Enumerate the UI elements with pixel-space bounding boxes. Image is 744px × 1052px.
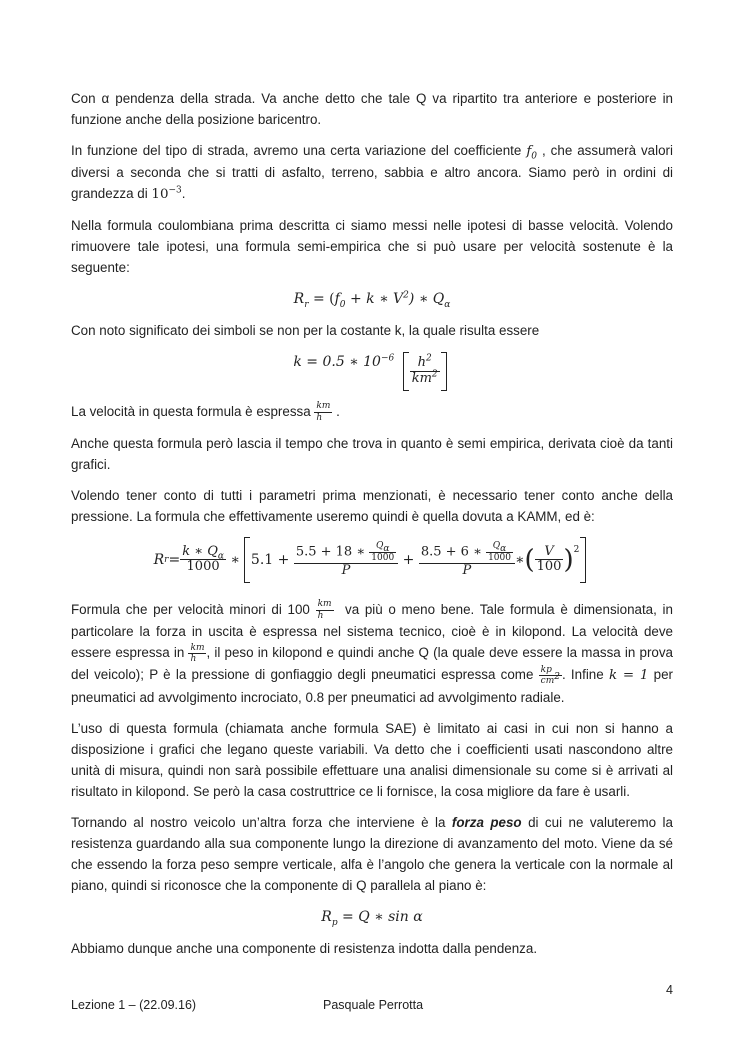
footer-lesson: Lezione 1 – (22.09.16) <box>71 998 197 1012</box>
paragraph-conclusion: Abbiamo dunque anche una componente di resistenza indotta dalla pendenza. <box>71 940 538 956</box>
text-run: va più o meno bene. Tale formula è dimensionata, in particolare la forza in uscita è espressa nel sistema tecnico, cioè è in kilopond. La velocità deve essere espressa in <box>71 601 673 661</box>
symbol-k-equals-1: k = 1 <box>608 668 649 684</box>
text-run: La velocità in questa formula è espressa <box>71 403 311 419</box>
equation-rolling-resistance: $R_r = (f_0 + k$ ∗ $V^2$) ∗ $Q_\alpha$ <box>293 290 451 310</box>
kamm-term-2: 8.5 + 6 ∗ $\frac{Q_\alpha}{1000}$ P <box>419 541 515 579</box>
unit-bracket <box>403 352 447 391</box>
text-run: per pneumatici ad avvolgimento incrociato, 0.8 per pneumatici ad avvolgimento radiale. <box>71 667 673 705</box>
paragraph-coefficient: In funzione del tipo di strada, avremo una certa variazione del coefficiente $f_0$ , che assumerà valori diversi a seconda che si tratti di asfalto, terreno, sabbia e altro ancora. Siamo però in ordini di grandezza di $10^{-3}$. <box>71 143 673 202</box>
unit-kmh: $\frac{km}{h}$ <box>317 599 332 621</box>
footer-author: Pasquale Perrotta <box>323 998 424 1012</box>
unit-fraction: $\frac{h^2}{km^2}$ <box>411 353 438 386</box>
text-run: , che assumerà valori diversi a seconda che si tratti di asfalto, terreno, sabbia e altro ancora. Siamo però in ordini di grandezza di <box>71 143 673 201</box>
unit-kmh: $\frac{km}{h}$ <box>190 642 205 665</box>
kamm-fraction-load: $\frac{k ∗ Q_\alpha}{1000}$ <box>182 543 224 575</box>
text-run: In funzione del tipo di strada, avremo una certa variazione del coefficiente <box>71 143 522 158</box>
equation-kamm: R r = $\frac{k ∗ Q_\alpha}{1000}$ ∗ 5.1 + 5.5 + 18 ∗ $\frac{Q_\alpha}{1000}$ P + 8.5 + 6 ∗ $\frac{Q_\alpha}{1000}$ P ∗ ( $\frac{V}{100}$ ) $^2$ <box>71 537 673 583</box>
emphasis-forza-peso: forza peso <box>451 814 522 830</box>
page-number: 4 <box>666 983 673 997</box>
kamm-bracket: 5.1 + 5.5 + 18 ∗ $\frac{Q_\alpha}{1000}$ P + 8.5 + 6 ∗ $\frac{Q_\alpha}{1000}$ P ∗ ( $\frac{V}{100}$ ) $^2$ <box>244 537 586 583</box>
symbol-f0: $f_0$ <box>526 144 538 162</box>
order-of-magnitude: $10^{-3}$ <box>151 185 182 202</box>
text-run: . Infine <box>561 667 604 683</box>
paragraph-slope: Con α pendenza della strada. Va anche detto che tale Q va ripartito tra anteriore e posteriore in funzione anche della posizione baricentro. <box>71 91 673 127</box>
page-body <box>71 88 673 969</box>
kamm-load-ratio: $\frac{Q_\alpha}{1000}$ <box>371 541 395 563</box>
unit-kp-cm2: $\frac{kp}{cm^2}$ <box>540 665 560 687</box>
paragraph-empirical-note: Anche questa formula però lascia il tempo che trova in quanto è semi empirica, derivata cioè da tanti grafici. <box>71 436 673 473</box>
text-run: di cui ne valuteremo la resistenza guardando alla sua componente lungo la direzione di avanzamento del moto. Viene da sé che essendo la forza peso sempre verticale, alfa è l’angolo che genera la verticale con la normale al piano, quindi si riconosce che la componente di Q parallela al piano è: <box>71 814 673 893</box>
equation-constant-k: k = 0.5 ∗ $10^{-6}$ $\frac{h^2}{km^2}$ <box>71 351 673 391</box>
text-run: Tornando al nostro veicolo un’altra forza che interviene è la <box>71 814 446 830</box>
kamm-load-ratio-2: $\frac{Q_\alpha}{1000}$ <box>488 541 511 563</box>
paragraph-semi-empirical: Nella formula coulombiana prima descritta ci siamo messi nelle ipotesi di basse velocità. Volendo rimuovere tale ipotesi, una formula semi-empirica che si può usare per velocità sostenute è la seguente: <box>71 218 673 275</box>
text-run: , il peso in kilopond e quindi anche Q (la quale deve essere la massa in prova del veicolo); P è la pressione di gonfiaggio degli pneumatici espressa come <box>71 645 673 683</box>
paragraph-velocity-unit: La velocità in questa formula è espressa $\frac{km}{h}$ . <box>71 401 340 423</box>
paragraph-constant-k: Con noto significato dei simboli se non per la costante k, la quale risulta essere <box>71 323 540 338</box>
kamm-velocity-ratio: $\frac{V}{100}$ <box>536 543 562 575</box>
paragraph-kamm-intro: Volendo tener conto di tutti i parametri prima menzionati, è necessario tener conto anche della pressione. La formula che effettivamente useremo quindi è quella dovuta a KAMM, ed è: <box>71 488 673 525</box>
paragraph-sae-formula: L’uso di questa formula (chiamata anche formula SAE) è limitato ai casi in cui non si hanno a disposizione i grafici che legano queste variabili. Va detto che i coefficienti usati nascondono altre unità di misura, quindi non sarà possibile effettuare una analisi dimensionale su come si è arrivati al risultato in kilopond. Se però la casa costruttrice ce li fornisce, la cosa migliore da fare è usarli. <box>71 720 673 799</box>
kamm-term-1: 5.5 + 18 ∗ $\frac{Q_\alpha}{1000}$ P <box>294 541 398 579</box>
paragraph-kamm-notes <box>71 599 673 708</box>
paragraph-weight-force <box>71 812 673 896</box>
equation-slope-resistance: $R_p = Q$ ∗ sin α <box>321 908 423 928</box>
text-run: Formula che per velocità minori di 100 <box>71 601 310 617</box>
unit-kmh: $\frac{km}{h}$ <box>316 401 331 423</box>
